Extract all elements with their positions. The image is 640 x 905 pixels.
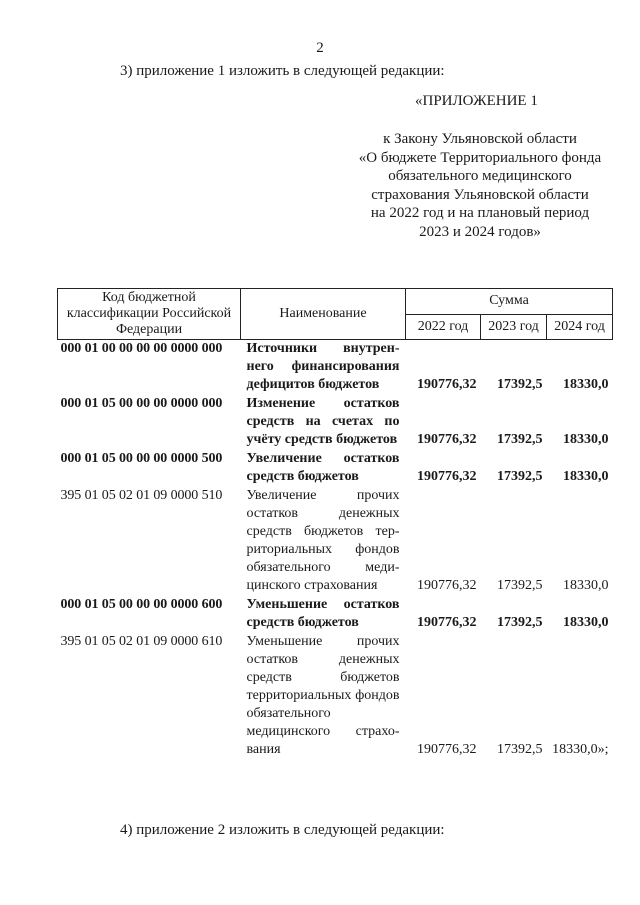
row-value-2024: 18330,0 [563,578,609,593]
row-value-2022: 190776,32 [417,578,477,593]
appendix-reference-line: 2023 и 2024 годов» [419,223,541,240]
row-name: Изменение остатков средств на счетах по учёту средств бюджетов [246,396,400,447]
budget-table [57,288,613,760]
row-value-2022: 190776,32 [417,742,477,757]
row-code: 000 01 05 00 00 00 0000 000 [60,396,223,411]
row-value-2024: 18330,0»; [552,742,609,757]
appendix-reference-line: страхования Ульяновской области [371,186,589,203]
table-body [58,340,613,761]
row-value-2022: 190776,32 [417,469,477,484]
header-year-2022: 2022 год [406,314,481,340]
header-sum: Сумма [406,289,613,315]
appendix-reference-line: на 2022 год и на плановый период [370,205,590,221]
row-name: Уменьшение остатков средств бюджетов [246,597,400,630]
row-value-2022: 190776,32 [417,377,477,392]
row-name: Уменьшение прочих остатков денежных средств бюджетов территориальных фондов обязательного медицинского страхования [246,634,400,757]
appendix-reference-line: к Закону Ульяновской области [383,131,577,147]
table-row [58,340,613,396]
header-code: Код бюджетной классификации Российской Федерации [58,289,241,340]
page-number: 2 [316,40,324,56]
row-code: 000 01 05 00 00 00 0000 600 [60,597,223,612]
table-row [58,633,613,760]
row-name: Источники внутреннего финансирования дефицитов бюджетов [246,341,400,392]
row-value-2023: 17392,5 [497,377,543,392]
table-row [58,596,613,633]
row-code: 000 01 00 00 00 00 0000 000 [60,341,223,356]
row-value-2024: 18330,0 [563,377,609,392]
row-value-2024: 18330,0 [563,469,609,484]
row-code: 395 01 05 02 01 09 0000 510 [60,488,223,503]
row-value-2022: 190776,32 [417,432,477,447]
table-row [58,395,613,450]
header-year-2024: 2024 год [547,314,613,340]
appendix-reference [345,130,615,241]
header-year-2023: 2023 год [481,314,547,340]
row-value-2023: 17392,5 [497,742,543,757]
row-value-2024: 18330,0 [563,615,609,630]
row-code: 395 01 05 02 01 09 0000 610 [60,634,223,649]
appendix-reference-line: обязательного медицинского [388,168,572,184]
row-name: Увеличение прочих остатков денежных средств бюджетов территориальных фондов обязательного медицинского страхования [246,488,400,593]
row-value-2024: 18330,0 [563,432,609,447]
table-header [58,289,613,340]
appendix-reference-line: «О бюджете Территориального фонда [358,149,602,166]
row-value-2022: 190776,32 [417,615,477,630]
table-row [58,487,613,596]
table-row [58,450,613,487]
row-value-2023: 17392,5 [497,432,543,447]
row-code: 000 01 05 00 00 00 0000 500 [60,451,223,466]
header-name: Наименование [241,289,406,340]
row-name: Увеличение остатков средств бюджетов [246,451,400,484]
row-value-2023: 17392,5 [497,615,543,630]
outro-paragraph: 4) приложение 2 изложить в следующей редакции: [120,822,445,838]
row-value-2023: 17392,5 [497,469,543,484]
appendix-title: «ПРИЛОЖЕНИЕ 1 [415,93,538,109]
row-value-2023: 17392,5 [497,578,543,593]
intro-paragraph: 3) приложение 1 изложить в следующей редакции: [120,63,445,79]
